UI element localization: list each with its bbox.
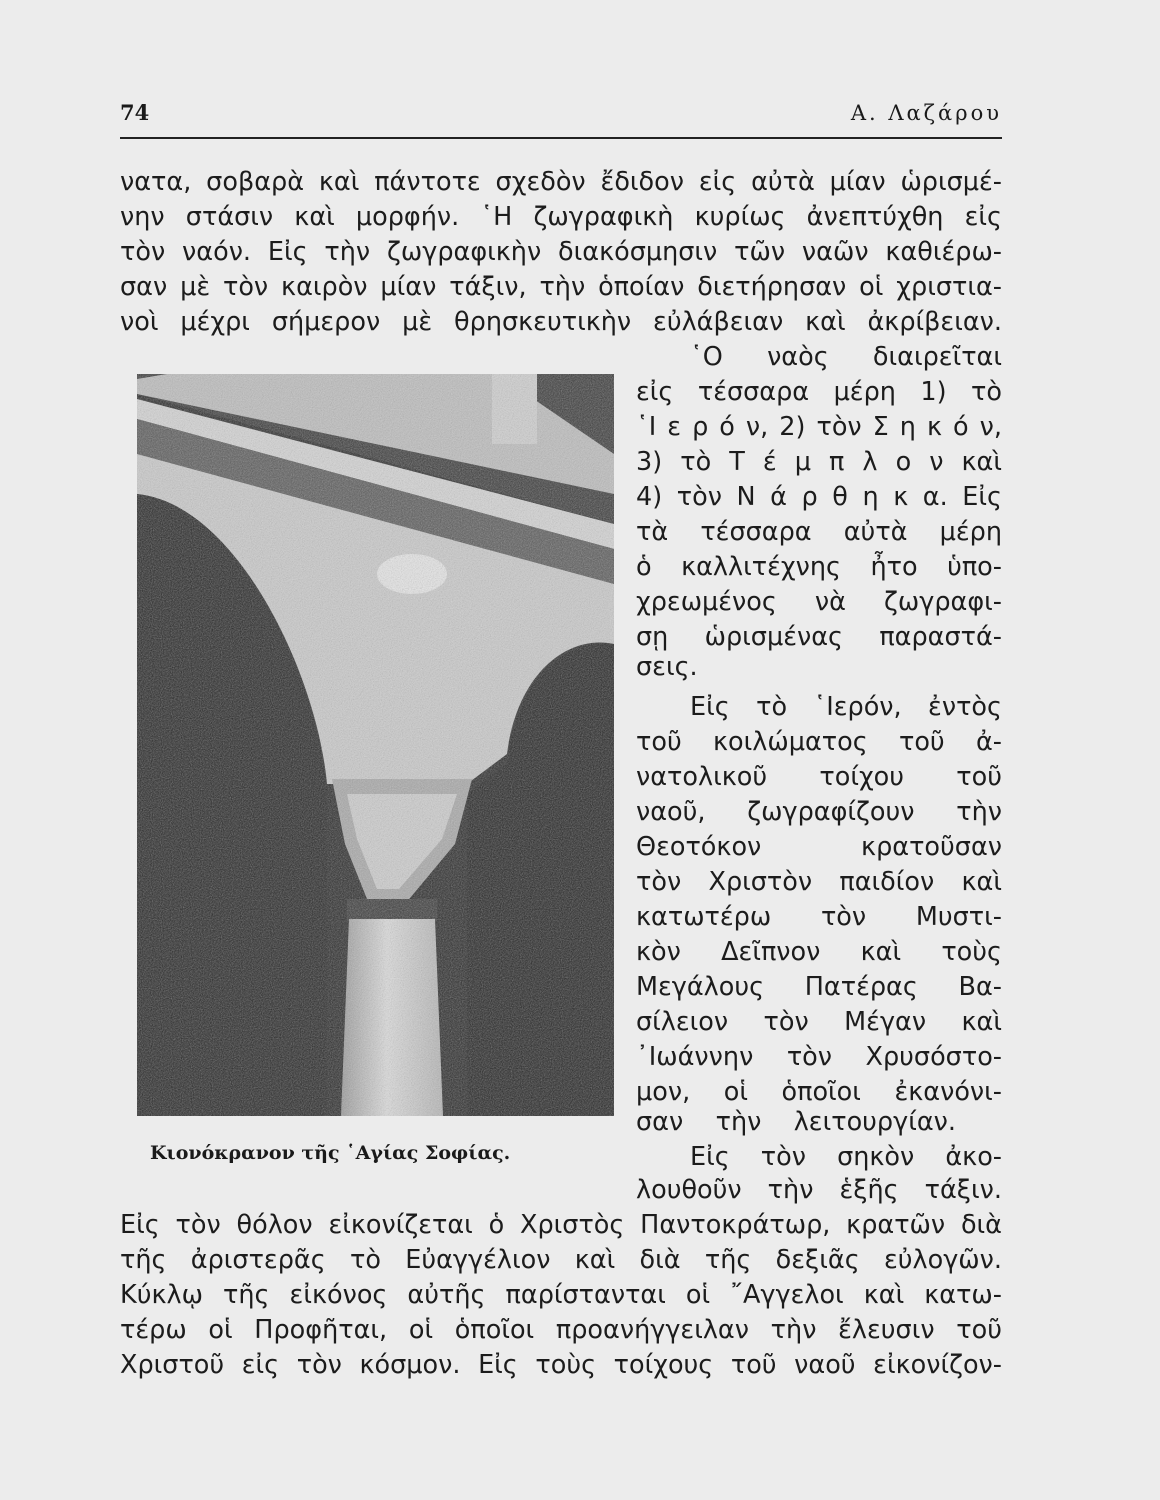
text-line: Χριστοῦ εἰς τὸν κόσμον. Εἰς τοὺς τοίχους τοῦ ναοῦ εἰκονίζον- xyxy=(120,1350,1002,1380)
text-line: ὁ καλλιτέχνης ἦτο ὑπο- xyxy=(636,552,1002,582)
text-line: εἰς τέσσαρα μέρη 1) τὸ xyxy=(636,377,1002,407)
text-line: Εἰς τὸν θόλον εἰκονίζεται ὁ Χριστὸς Παντοκράτωρ, κρατῶν διὰ xyxy=(120,1210,1002,1240)
figure-caption: Κιονόκρανον τῆς ῾Αγίας Σοφίας. xyxy=(150,1142,511,1164)
text-line: λουθοῦν τὴν ἑξῆς τάξιν. xyxy=(636,1175,1002,1205)
text-line: μον, οἱ ὁποῖοι ἐκανόνι- xyxy=(636,1077,1002,1107)
text-line: τῆς ἀριστερᾶς τὸ Εὐαγγέλιον καὶ διὰ τῆς δεξιᾶς εὐλογῶν. xyxy=(120,1245,1002,1275)
text-line: Εἰς τὸν σηκὸν ἀκο- xyxy=(690,1142,1002,1172)
text-line: κατωτέρω τὸν Μυστι- xyxy=(636,902,1002,932)
text-line: σῃ ὡρισμένας παραστά- xyxy=(636,622,1002,652)
text-line: σεις. xyxy=(636,652,698,682)
text-line: νην στάσιν καὶ μορφήν. ῾Η ζωγραφικὴ κυρίως ἀνεπτύχθη εἰς xyxy=(120,202,1002,232)
text-line: Κύκλῳ τῆς εἰκόνος αὐτῆς παρίστανται οἱ ῎Αγγελοι καὶ κατω- xyxy=(120,1280,1002,1310)
text-line: 4) τὸν Ν ά ρ θ η κ α. Εἰς xyxy=(636,482,1002,512)
text-line: Θεοτόκον κρατοῦσαν xyxy=(636,832,1002,862)
text-line: τὸν ναόν. Εἰς τὴν ζωγραφικὴν διακόσμησιν τῶν ναῶν καθιέρω- xyxy=(120,237,1002,267)
text-line: νοὶ μέχρι σήμερον μὲ θρησκευτικὴν εὐλάβειαν καὶ ἀκρίβειαν. xyxy=(120,307,1002,337)
text-line: σαν τὴν λειτουργίαν. xyxy=(636,1107,956,1137)
text-line: 3) τὸ Τ έ μ π λ ο ν καὶ xyxy=(636,447,1002,477)
text-line: τοῦ κοιλώματος τοῦ ἀ- xyxy=(636,727,1002,757)
text-line: τὸν Χριστὸν παιδίον καὶ xyxy=(636,867,1002,897)
text-line: νατολικοῦ τοίχου τοῦ xyxy=(636,762,1002,792)
text-line: χρεωμένος νὰ ζωγραφι- xyxy=(636,587,1002,617)
header-rule xyxy=(120,137,1002,139)
text-line: ῾Ο ναὸς διαιρεῖται xyxy=(690,342,1002,372)
text-line: ᾿Ιωάννην τὸν Χρυσόστο- xyxy=(636,1042,1002,1072)
text-line: τὰ τέσσαρα αὐτὰ μέρη xyxy=(636,517,1002,547)
page-number: 74 xyxy=(120,100,150,125)
text-line: σαν μὲ τὸν καιρὸν μίαν τάξιν, τὴν ὁποίαν διετήρησαν οἱ χριστια- xyxy=(120,272,1002,302)
running-head: Α. Λαζάρου xyxy=(850,101,1002,125)
text-line: νατα, σοβαρὰ καὶ πάντοτε σχεδὸν ἔδιδον εἰς αὐτὰ μίαν ὡρισμέ- xyxy=(120,167,1002,197)
text-line: Μεγάλους Πατέρας Βα- xyxy=(636,972,1002,1002)
text-line: τέρω οἱ Προφῆται, οἱ ὁποῖοι προανήγγειλαν τὴν ἔλευσιν τοῦ xyxy=(120,1315,1002,1345)
text-line: σίλειον τὸν Μέγαν καὶ xyxy=(636,1007,1002,1037)
text-line: κὸν Δεῖπνον καὶ τοὺς xyxy=(636,937,1002,967)
photo-column-capital-icon xyxy=(137,374,614,1116)
column-capital-photo xyxy=(137,374,614,1116)
text-line: ναοῦ, ζωγραφίζουν τὴν xyxy=(636,797,1002,827)
text-line: Εἰς τὸ ῾Ιερόν, ἐντὸς xyxy=(690,692,1002,722)
text-line: ῾Ι ε ρ ό ν, 2) τὸν Σ η κ ό ν, xyxy=(636,412,1002,442)
